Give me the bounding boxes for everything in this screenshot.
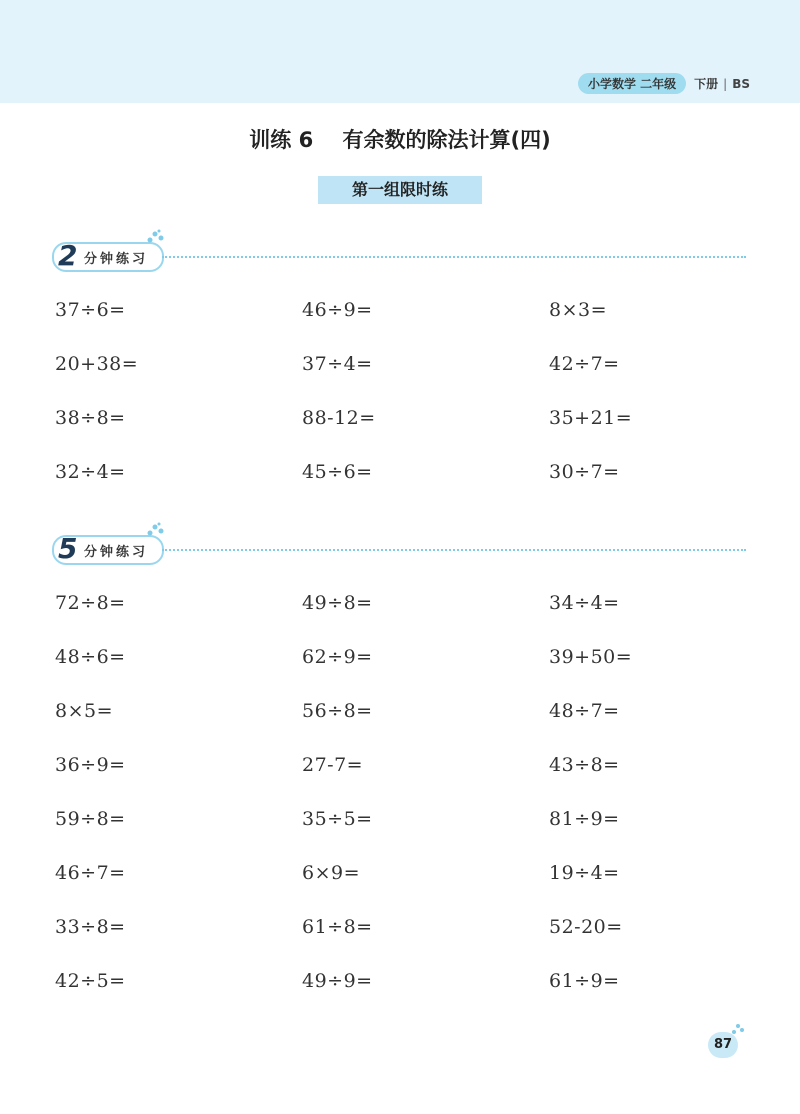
problem-item: 46÷7=: [55, 862, 126, 884]
subject-grade-pill: 小学数学 二年级: [578, 73, 686, 94]
timer-badge: [52, 239, 164, 272]
problem-item: 6×9=: [302, 862, 361, 884]
problem-item: 88-12=: [302, 407, 376, 429]
water-splash-icon: [144, 521, 166, 537]
problem-item: 45÷6=: [302, 461, 373, 483]
problem-item: 48÷6=: [55, 646, 126, 668]
problem-grid-5min: [55, 588, 755, 1020]
problem-item: 8×3=: [549, 299, 608, 321]
section-divider: [162, 549, 746, 551]
problem-item: 61÷8=: [302, 916, 373, 938]
problem-item: 62÷9=: [302, 646, 373, 668]
problem-item: 35÷5=: [302, 808, 373, 830]
lesson-number: 训练 6: [249, 128, 314, 152]
timer-label: 分钟练习: [84, 252, 149, 267]
lesson-topic: 有余数的除法计算(四): [342, 128, 551, 152]
problem-item: 59÷8=: [55, 808, 126, 830]
volume-label: 下册: [694, 77, 719, 91]
problem-item: 42÷5=: [55, 970, 126, 992]
problem-item: 56÷8=: [302, 700, 373, 722]
problem-item: 49÷8=: [302, 592, 373, 614]
problem-item: 38÷8=: [55, 407, 126, 429]
timer-digit: 2: [58, 239, 78, 272]
problem-item: 8×5=: [55, 700, 114, 722]
problem-item: 32÷4=: [55, 461, 126, 483]
book-header-tag: [578, 73, 750, 94]
problem-item: 36÷9=: [55, 754, 126, 776]
timer-label: 分钟练习: [84, 545, 149, 560]
problem-item: 43÷8=: [549, 754, 620, 776]
page-number: 87: [708, 1032, 738, 1058]
section-header-5min: [52, 529, 752, 569]
problem-item: 37÷6=: [55, 299, 126, 321]
problem-item: 34÷4=: [549, 592, 620, 614]
problem-item: 39+50=: [549, 646, 633, 668]
problem-item: 33÷8=: [55, 916, 126, 938]
problem-item: 61÷9=: [549, 970, 620, 992]
problem-item: 19÷4=: [549, 862, 620, 884]
water-splash-icon: [144, 228, 166, 244]
section-divider: [162, 256, 746, 258]
problem-item: 42÷7=: [549, 353, 620, 375]
section-header-2min: [52, 236, 752, 276]
problem-item: 46÷9=: [302, 299, 373, 321]
timer-badge: [52, 532, 164, 565]
problem-item: 81÷9=: [549, 808, 620, 830]
group-label: 第一组限时练: [318, 176, 482, 204]
problem-item: 35+21=: [549, 407, 633, 429]
header-separator: |: [723, 76, 728, 91]
timer-digit: 5: [58, 532, 78, 565]
problem-item: 30÷7=: [549, 461, 620, 483]
problem-item: 48÷7=: [549, 700, 620, 722]
problem-item: 49÷9=: [302, 970, 373, 992]
problem-item: 52-20=: [549, 916, 623, 938]
edition-label: BS: [732, 76, 750, 91]
problem-item: 27-7=: [302, 754, 364, 776]
problem-item: 37÷4=: [302, 353, 373, 375]
problem-item: 72÷8=: [55, 592, 126, 614]
problem-grid-2min: [55, 295, 755, 511]
lesson-title: [0, 124, 800, 154]
problem-item: 20+38=: [55, 353, 139, 375]
